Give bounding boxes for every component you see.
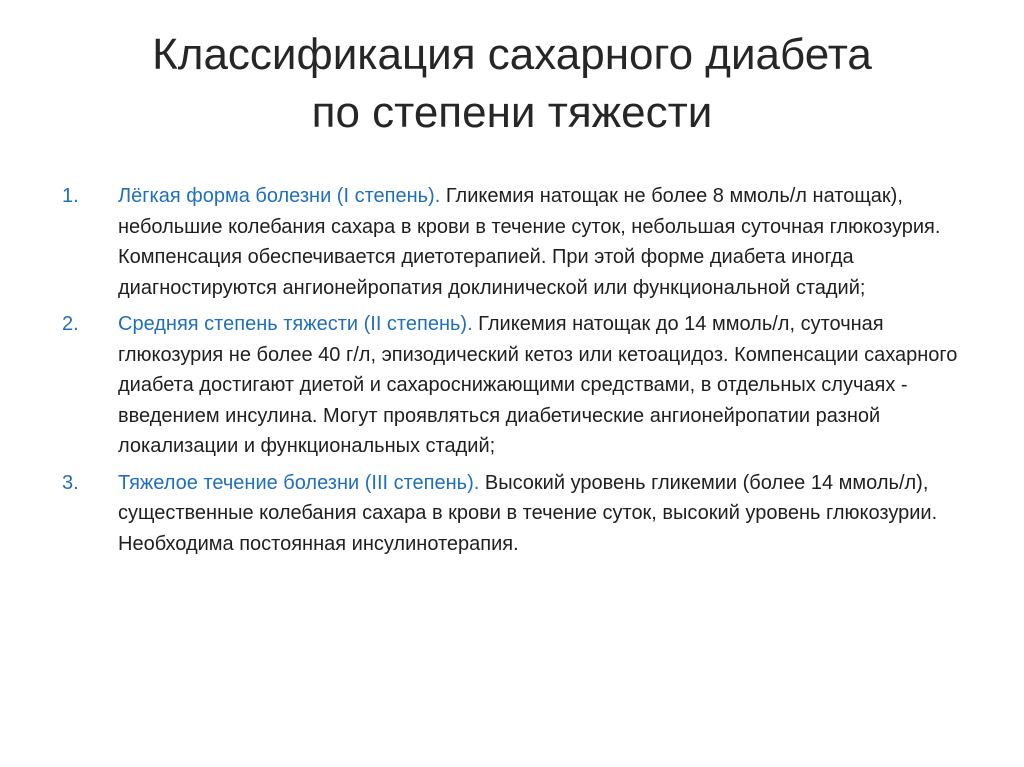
list-item-3 <box>62 468 962 560</box>
list-number: 2. <box>62 313 79 335</box>
list-item-1 <box>62 181 962 303</box>
list-item-2 <box>62 309 962 462</box>
slide-title-line-2: по степени тяжести <box>311 88 713 137</box>
slide-title-line-1: Классификация сахарного диабета <box>152 30 872 79</box>
list-item-heading: Лёгкая форма болезни (I степень). <box>118 185 441 207</box>
list-item-body: Высокий уровень гликемии (более 14 ммоль/л), существенные колебания сахара в крови в течение суток, высокий уровень глюкозурии. Необходима постоянная инсулинотерапия. <box>118 471 938 555</box>
list-number: 1. <box>62 185 79 207</box>
list-item-body: Гликемия натощак до 14 ммоль/л, суточная глюкозурия не более 40 г/л, эпизодический кетоз или кетоацидоз. Компенсации сахарного диабета достигают диетой и сахароснижающими средствами, в отдельных случаях - введением инсулина. Могут проявляться диабетические ангионейропатии разной локализации и функциональных стадий; <box>118 313 958 457</box>
list-item-body: Гликемия натощак не более 8 ммоль/л натощак), небольшие колебания сахара в крови в течение суток, небольшая суточная глюкозурия. Компенсация обеспечивается диетотерапией. При этой форме диабета иногда диагностируются ангионейропатия доклинической или функциональной стадий; <box>118 185 941 299</box>
classification-list <box>62 181 962 565</box>
list-item-heading: Средняя степень тяжести (II степень). <box>118 313 473 335</box>
slide-title <box>60 26 964 142</box>
list-item-heading: Тяжелое течение болезни (III степень). <box>118 471 480 494</box>
list-number: 3. <box>62 471 79 494</box>
